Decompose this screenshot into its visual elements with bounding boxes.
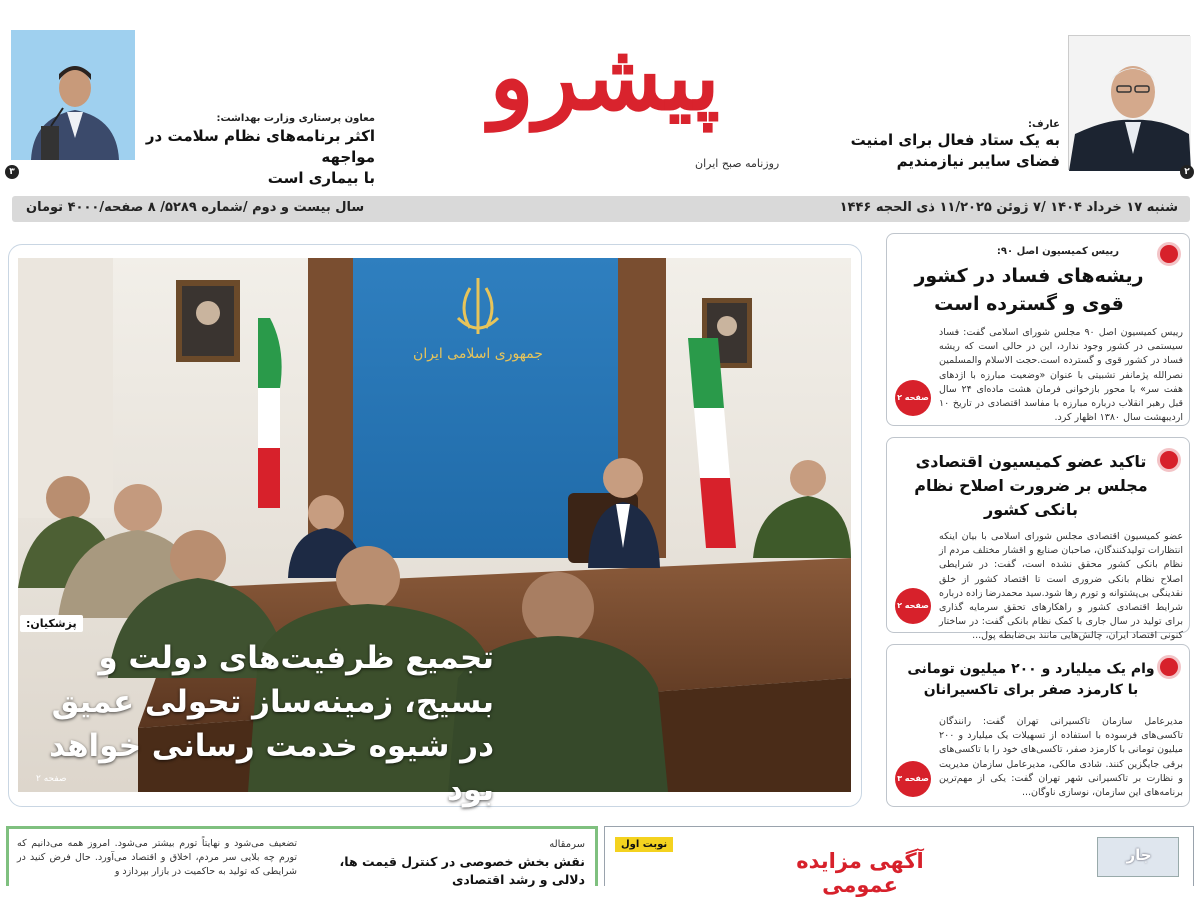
right-story-headline-line2: فضای سایبر نیازمندیم (896, 152, 1060, 170)
side-story-2-page-seal: صفحه ۲ (895, 588, 931, 624)
ad-watermark: جار (1126, 846, 1152, 864)
bullet-icon (1157, 448, 1181, 472)
right-masthead-photo (1068, 35, 1190, 170)
side-story-2-body: عضو کمیسیون اقتصادی مجلس شورای اسلامی با بیان اینکه انتظارات تولیدکنندگان، صاحبان صنایع و اقشار مختلف مردم از نظام بانکی کشور محقق نشده است، گفت: در شرایطی اصلاح نظام بانکی ضروری است تا اقتصاد کشور از خلق نقدینگی بی‌پشتوانه و تورم رها شود.سید محمدرضا زاده درباره شرایط اقتصادی کشور و راهکارهای تحقق سرمایه گذاری برای تولید در سال جاری با کمک نظام بانکی گفت: در ساختار کنونی اقتصاد ایران، چالش‌هایی مانند بی‌ضابطه پول... (939, 531, 1183, 642)
auction-ad-box[interactable] (604, 826, 1194, 897)
emblem-caption: جمهوری اسلامی ایران (413, 346, 543, 362)
ad-logo (1097, 837, 1179, 877)
main-story-headline[interactable]: تجمیع ظرفیت‌های دولت و بسیج، زمینه‌ساز تحولی عمیق در شیوه خدمت رسانی خواهد بود (49, 640, 494, 808)
side-story-1-headline: ریشه‌های فساد در کشور قوی و گسترده است (914, 265, 1144, 315)
aref-photo-illustration (1069, 36, 1191, 171)
editorial-kicker: سرمقاله (549, 839, 585, 850)
main-story-kicker: پزشکیان: (20, 615, 83, 632)
side-story-3-body: مدیرعامل سازمان تاکسیرانی تهران گفت: رانندگان تاکسی‌های فرسوده با استفاده از تسهیلات یک میلیارد و ۲۰۰ میلیون تومانی با کارمزد صفر، تاکسی‌های خود را با تاکسی‌های برقی جایگزین کنند. شادی مالکی، مدیرعامل سازمان مدیریت و نظارت بر تاکسیرانی شهر تهران گفت: یکی از مهم‌ترین برنامه‌های این سازمان، نوسازی ناوگان... (939, 716, 1183, 799)
side-story-1-page-seal: صفحه ۲ (895, 380, 931, 416)
right-story-kicker (860, 112, 1060, 131)
left-masthead-photo (11, 30, 135, 160)
main-story-page-ref: صفحه ۲ (36, 774, 67, 784)
right-story-headline-line1: به یک ستاد فعال برای امنیت (850, 131, 1060, 149)
editorial-box[interactable] (6, 826, 598, 886)
side-story-1-body: رییس کمیسیون اصل ۹۰ مجلس شورای اسلامی گفت: فساد سیستمی در کشور وجود ندارد، این در حالی است که ریشه فساد در کشور قوی و گسترده است.حجت الاسلام والمسلمین نصرالله پژمانفر تشبیتی با عنوان «وضعیت مبارزه با اژدهای هفت سر» با محور بازخوانی فرمان هشت ماده‌ای ۲۴ سال قبل رهبر انقلاب درباره مبارزه با مفاسد اقتصادی در تاریخ ۱۰ اردیبهشت سال ۱۳۸۰ اظهار کرد. (939, 327, 1183, 424)
dateline-bar (12, 196, 1190, 222)
editorial-text: تضعیف می‌شود و نهایتاً تورم بیشتر می‌شود. امروز همه می‌دانیم که تورم چه بلایی سر مردم، اخلاق و اقتصاد می‌آورد. حال فرض کنید در شرایطی که تولید به حاکمیت در بازار بپردازد و (17, 838, 297, 877)
bullet-icon (1157, 655, 1181, 679)
ad-title: آگهی مزایده عمومی (796, 849, 924, 897)
editorial-headline: نقش بخش خصوصی در کنترل قیمت ها، دلالی و رشد اقتصادی (339, 854, 585, 887)
issue-info: سال بیست و دوم /شماره ۵۲۸۹/ ۸ صفحه/۴۰۰۰ تومان (26, 200, 365, 215)
right-story-headline[interactable] (830, 130, 1060, 172)
left-story-page-number: ۳ (5, 165, 19, 179)
date-info: شنبه ۱۷ خرداد ۱۴۰۴ /۷ ژوئن ۱۱/۲۰۲۵ ذی الحجه ۱۴۴۶ (839, 200, 1178, 215)
left-story-headline-line1: اکثر برنامه‌های نظام سلامت در مواجهه (145, 127, 375, 166)
side-story-3[interactable] (886, 644, 1190, 807)
side-story-2[interactable] (886, 437, 1190, 642)
side-story-3-headline: وام یک میلیارد و ۲۰۰ میلیون تومانی با کارمزد صفر برای تاکسیرانان (907, 661, 1155, 698)
side-story-1-kicker: رییس کمیسیون اصل ۹۰: (996, 246, 1119, 257)
right-story-kicker-text: عارف: (1028, 119, 1060, 130)
logo-tagline: روزنامه صبح ایران (695, 157, 780, 170)
side-story-2-headline: تاکید عضو کمیسیون اقتصادی مجلس بر ضرورت اصلاح نظام بانکی کشور (914, 452, 1148, 519)
logo-wordmark: پیشرو (489, 23, 720, 131)
left-story-kicker (140, 106, 375, 125)
left-story-headline-line2: با بیماری است (267, 169, 375, 187)
newspaper-logo[interactable] (489, 2, 780, 182)
side-story-3-page-seal: صفحه ۳ (895, 761, 931, 797)
left-story-headline[interactable] (130, 126, 375, 189)
side-story-1[interactable] (886, 233, 1190, 426)
left-story-kicker-text: معاون پرستاری وزارت بهداشت: (216, 113, 375, 124)
speaker-photo-illustration (11, 30, 135, 160)
right-story-page-number: ۲ (1180, 165, 1194, 179)
ad-tag: نوبت اول (615, 837, 673, 852)
